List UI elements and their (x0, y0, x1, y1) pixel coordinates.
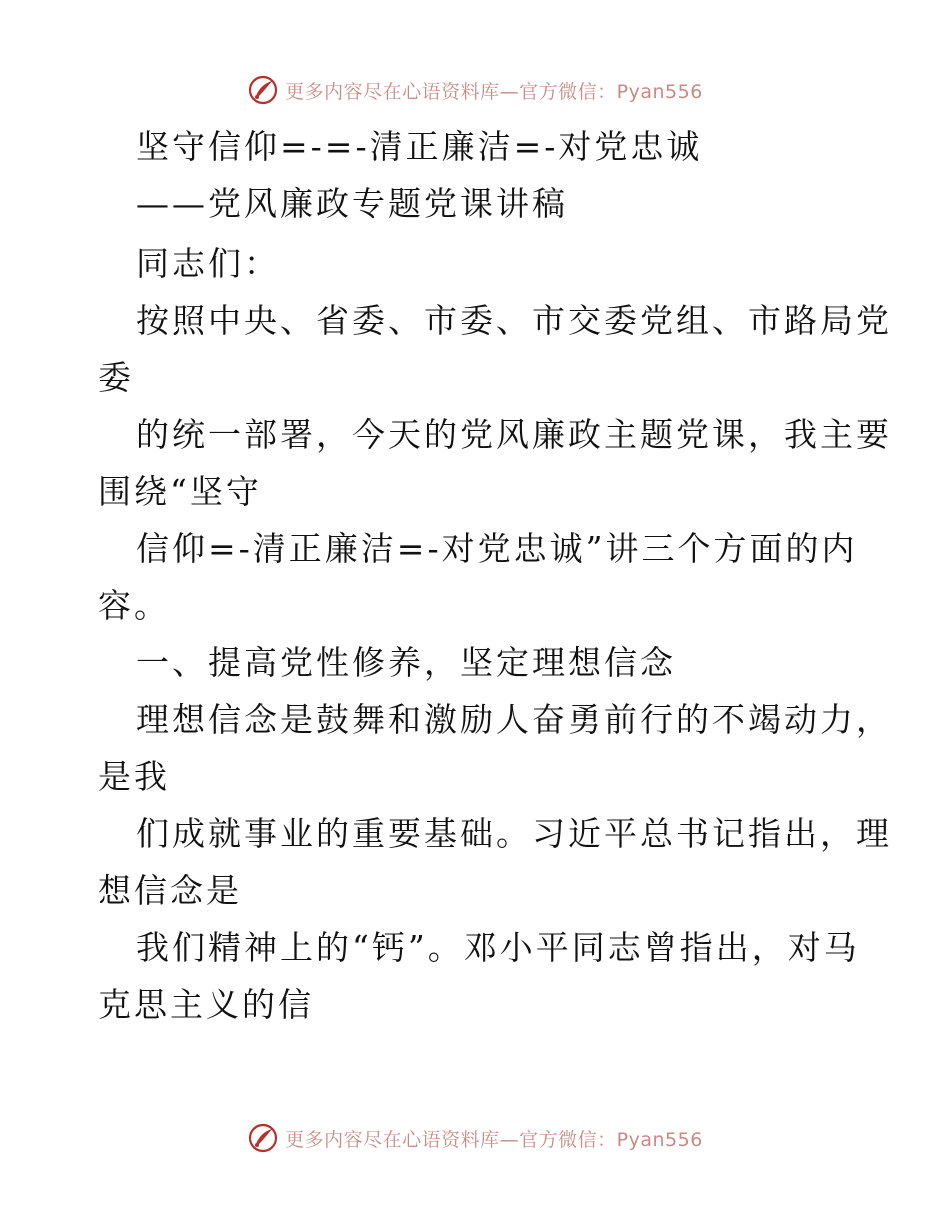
paragraph-line: 们成就事业的重要基础。习近平总书记指出，理 (136, 814, 892, 853)
salutation: 同志们： (136, 244, 280, 283)
brush-logo-icon (247, 74, 279, 106)
paragraph-line: 容。 (98, 586, 170, 625)
paragraph-line: 是我 (98, 757, 170, 796)
paragraph-line: 理想信念是鼓舞和激励人奋勇前行的不竭动力， (136, 700, 892, 739)
brush-logo-icon (247, 1122, 279, 1154)
footer-watermark (0, 1118, 950, 1158)
paragraph-line: 按照中央、省委、市委、市交委党组、市路局党 (136, 301, 892, 340)
document-subtitle: ——党风廉政专题党课讲稿 (136, 184, 568, 223)
document-title: 坚守信仰=-=-清正廉洁=-对党忠诚 (136, 127, 703, 166)
paragraph-line: 克思主义的信 (98, 985, 314, 1024)
paragraph-line: 想信念是 (98, 871, 242, 910)
paragraph-line: 的统一部署，今天的党风廉政主题党课，我主要 (136, 415, 892, 454)
watermark-text: 更多内容尽在心语资料库—官方微信：Pyan556 (285, 80, 703, 103)
paragraph-line: 委 (98, 358, 134, 397)
paragraph-line: 我们精神上的“钙”。邓小平同志曾指出，对马 (136, 928, 860, 967)
header-watermark (0, 70, 950, 110)
watermark-text: 更多内容尽在心语资料库—官方微信：Pyan556 (285, 1128, 703, 1151)
paragraph-line: 围绕“坚守 (98, 472, 262, 511)
paragraph-line: 信仰=-清正廉洁=-对党忠诚”讲三个方面的内 (136, 529, 858, 568)
section-heading: 一、提高党性修养，坚定理想信念 (136, 643, 676, 682)
